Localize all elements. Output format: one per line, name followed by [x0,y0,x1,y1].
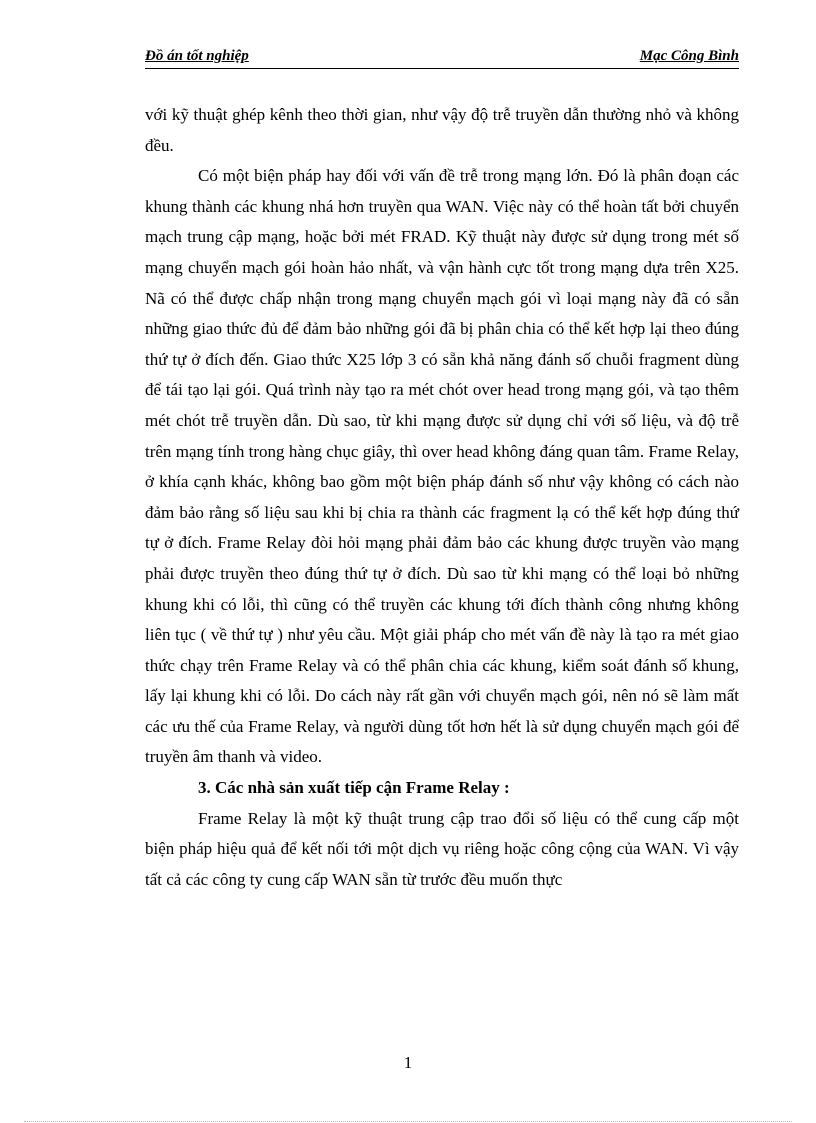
page-header [145,46,739,69]
header-author-name: Mạc Công Bình [639,48,739,64]
section-heading: 3. Các nhà sản xuất tiếp cận Frame Relay : [198,778,510,798]
paragraph-frame-relay-vendors: Frame Relay là một kỹ thuật trung cập trao đổi số liệu có thể cung cấp một biện pháp hiệu quả để kết nối tới một dịch vụ riêng hoặc công cộng của WAN. Vì vậy tất cả các công ty cung cấp WAN sẵn từ trước đều muốn thực [145,808,739,889]
page-number: 1 [403,1053,413,1072]
header-document-title: Đồ án tốt nghiệp [145,48,249,64]
paragraph-continuation: với kỹ thuật ghép kênh theo thời gian, như vậy độ trễ truyền dẫn thường nhỏ và không đều. [145,105,739,155]
paragraph-delay-solution: Có một biện pháp hay đối với vấn đề trễ trong mạng lớn. Đó là phân đoạn các khung thành các khung nhá hơn truyền qua WAN. Việc này có thể hoàn tất bởi chuyển mạch trung cập mạng, hoặc bởi mét FRAD. Kỹ thuật này được sử dụng trong mét số mạng chuyển mạch gói hoàn hảo nhất, và vận hành cực tốt trong mạng dựa trên X25. Nã có thể được chấp nhận trong mạng chuyển mạch gói vì loại mạng này đã có sẵn những giao thức đủ để đảm bảo những gói đã bị phân chia có thể kết hợp lại theo đúng thứ tự ở đích đến. Giao thức X25 lớp 3 có sẵn khả năng đánh số chuỗi fragment dùng để tái tạo lại gói. Quá trình này tạo ra mét chót over head trong mạng gói, và tạo thêm mét chót trễ truyền dẫn. Dù sao, từ khi mạng được sử dụng chỉ với số liệu, và độ trễ trên mạng tính trong hàng chục giây, thì over head không đáng quan tâm. Frame Relay, ở khía cạnh khác, không bao gồm một biện pháp đánh số như vậy không có cách nào đảm bảo rằng số liệu sau khi bị chia ra thành các fragment lạ có thể kết hợp đúng thứ tự ở đích. Frame Relay đòi hỏi mạng phải đảm bảo các khung được truyền vào mạng phải được truyền theo đúng thứ tự ở đích. Dù sao từ khi mạng có thể loại bỏ những khung khi có lỗi, thì cũng có thể truyền các khung tới đích thành công nhưng không liên tục ( về thứ tự ) như yêu cầu. Một giải pháp cho mét vấn đề này là tạo ra mét giao thức chạy trên Frame Relay và có thể phân chia các khung, kiểm soát đánh số khung, lấy lại khung khi có lỗi. Do cách này rất gần với chuyển mạch gói, nên nó sẽ làm mất các ưu thế của Frame Relay, và người dùng tốt hơn hết là sử dụng chuyển mạch gói để truyền âm thanh và video. [145,166,739,767]
footer-divider [24,1121,792,1122]
page-body [145,100,739,895]
